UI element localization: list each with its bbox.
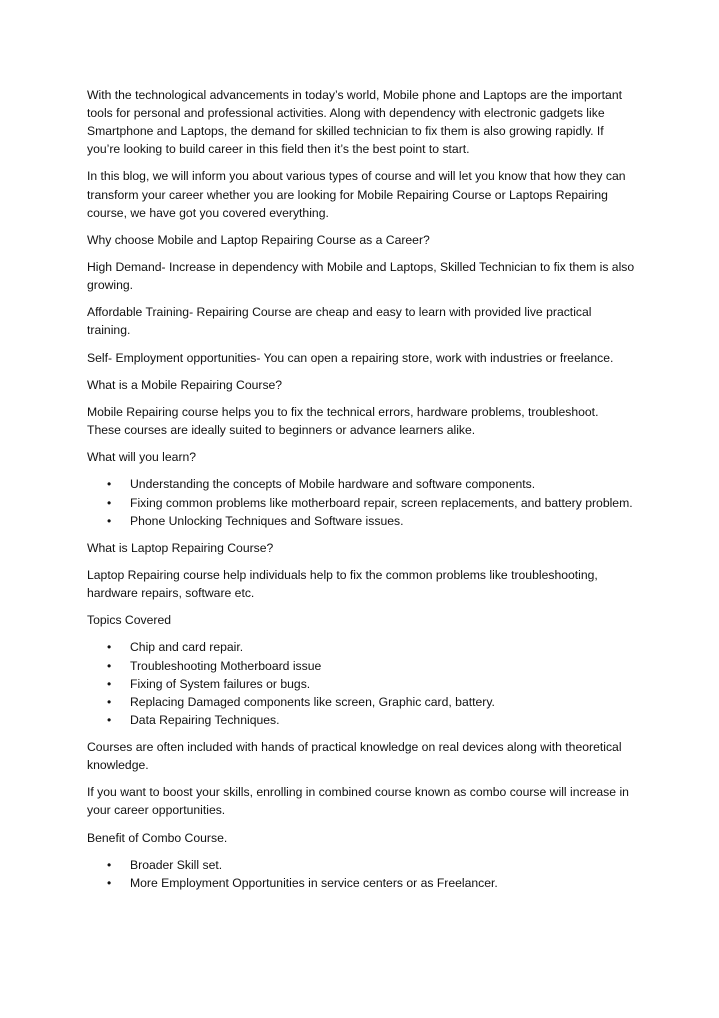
bullet-icon: • — [107, 857, 112, 872]
affordable-training-paragraph: Affordable Training- Repairing Course are cheap and easy to learn with provided live practical training. — [87, 305, 592, 338]
list-item — [87, 711, 635, 729]
self-employment-paragraph: Self- Employment opportunities- You can open a repairing store, work with industries or freelance. — [87, 350, 614, 365]
list-item — [87, 638, 635, 656]
list-item — [87, 657, 635, 675]
laptop-course-paragraph: Laptop Repairing course help individuals help to fix the common problems like troubleshooting, hardware repairs, software etc. — [87, 568, 598, 601]
bullet-icon: • — [107, 875, 112, 890]
why-choose-heading: Why choose Mobile and Laptop Repairing Course as a Career? — [87, 232, 430, 247]
bullet-icon: • — [107, 495, 112, 510]
list-item-text: Troubleshooting Motherboard issue — [130, 658, 322, 673]
list-item-text: Fixing common problems like motherboard repair, screen replacements, and battery problem. — [130, 495, 633, 510]
bullet-icon: • — [107, 694, 112, 709]
laptop-topics-list — [87, 638, 635, 728]
intro-paragraph: With the technological advancements in today’s world, Mobile phone and Laptops are the important tools for personal and professional activities. Along with dependency with electronic gadgets like Smartphone and Laptops, the demand for skilled technician to fix them is also growing rapidly. If you’re looking to build career in this field then it’s the best point to start. — [87, 88, 622, 157]
bullet-icon: • — [107, 513, 112, 528]
mobile-learn-list — [87, 475, 635, 529]
combo-course-paragraph: If you want to boost your skills, enrolling in combined course known as combo course will increase in your career opportunities. — [87, 785, 629, 818]
topics-covered-heading: Topics Covered — [87, 613, 171, 628]
list-item — [87, 675, 635, 693]
list-item-text: Data Repairing Techniques. — [130, 712, 280, 727]
list-item — [87, 693, 635, 711]
list-item-text: Chip and card repair. — [130, 640, 244, 655]
practical-knowledge-paragraph: Courses are often included with hands of practical knowledge on real devices along with theoretical knowledge. — [87, 740, 622, 773]
list-item — [87, 512, 635, 530]
list-item-text: More Employment Opportunities in service centers or as Freelancer. — [130, 875, 498, 890]
list-item-text: Broader Skill set. — [130, 857, 223, 872]
combo-benefit-heading: Benefit of Combo Course. — [87, 830, 228, 845]
bullet-icon: • — [107, 477, 112, 492]
blog-intro-paragraph: In this blog, we will inform you about various types of course and will let you know that how they can transform your career whether you are looking for Mobile Repairing Course or Laptops Repairing course, we have got you covered everything. — [87, 169, 626, 220]
list-item-text: Replacing Damaged components like screen, Graphic card, battery. — [130, 694, 495, 709]
list-item — [87, 874, 635, 892]
document-page — [87, 86, 635, 901]
laptop-course-heading: What is Laptop Repairing Course? — [87, 540, 274, 555]
list-item — [87, 475, 635, 493]
combo-benefits-list — [87, 856, 635, 892]
list-item — [87, 856, 635, 874]
high-demand-paragraph: High Demand- Increase in dependency with Mobile and Laptops, Skilled Technician to fix them is also growing. — [87, 260, 635, 293]
what-learn-heading: What will you learn? — [87, 450, 197, 465]
list-item-text: Phone Unlocking Techniques and Software issues. — [130, 513, 404, 528]
bullet-icon: • — [107, 712, 112, 727]
list-item-text: Fixing of System failures or bugs. — [130, 676, 311, 691]
bullet-icon: • — [107, 676, 112, 691]
mobile-course-paragraph: Mobile Repairing course helps you to fix the technical errors, hardware problems, troubleshoot. These courses are ideally suited to beginners or advance learners alike. — [87, 404, 599, 438]
bullet-icon: • — [107, 658, 112, 673]
mobile-course-heading: What is a Mobile Repairing Course? — [87, 377, 283, 392]
list-item-text: Understanding the concepts of Mobile hardware and software components. — [130, 477, 536, 492]
bullet-icon: • — [107, 640, 112, 655]
list-item — [87, 494, 635, 512]
